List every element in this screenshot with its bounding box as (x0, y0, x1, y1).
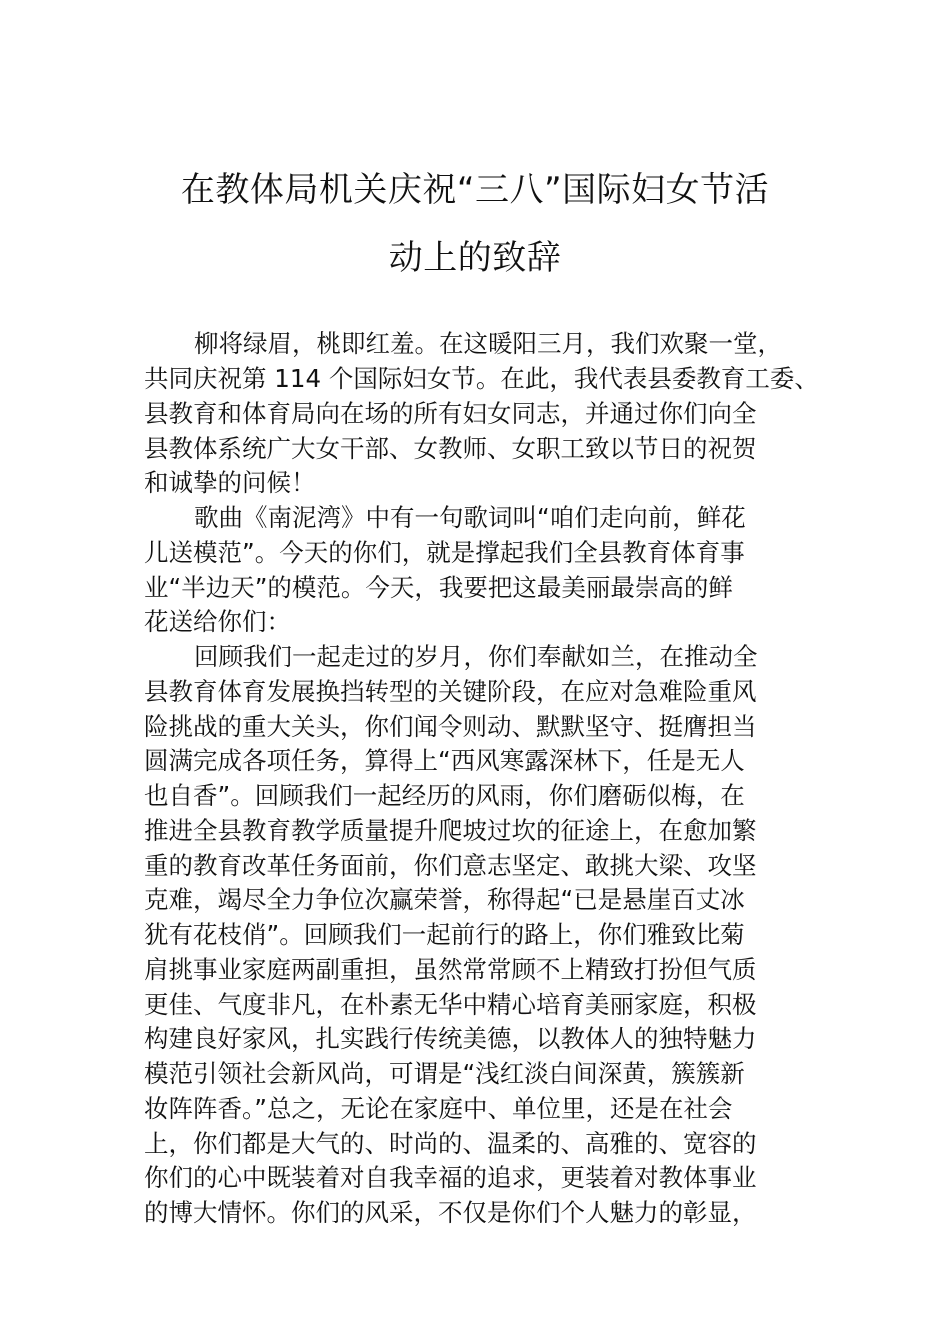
paragraph-3-line-8: 克难，竭尽全力争位次赢荣誉，称得起“已是悬崖百丈冰 (144, 885, 745, 914)
document-title-line-1: 在教体局机关庆祝“三八”国际妇女节活 (180, 170, 770, 210)
document-title-line-2: 动上的致辞 (388, 238, 562, 278)
paragraph-2-line-1: 歌曲《南泥湾》中有一句歌词叫“咱们走向前，鲜花 (194, 503, 746, 532)
paragraph-3-line-6: 推进全县教育教学质量提升爬坡过坎的征途上，在愈加繁 (144, 816, 757, 845)
paragraph-3-line-13: 模范引领社会新风尚，可谓是“浅红淡白间深黄，簇簇新 (144, 1059, 745, 1088)
paragraph-3-line-7: 重的教育改革任务面前，你们意志坚定、敢挑大梁、攻坚 (144, 851, 757, 880)
paragraph-2-line-4: 花送给你们： (144, 607, 291, 636)
paragraph-3-line-10: 肩挑事业家庭两副重担，虽然常常顾不上精致打扮但气质 (144, 955, 757, 984)
paragraph-1-line-4: 县教体系统广大女干部、女教师、女职工致以节日的祝贺 (144, 434, 757, 463)
paragraph-3-line-3: 险挑战的重大关头，你们闻令则动、默默坚守、挺膺担当 (144, 712, 757, 741)
paragraph-1-line-5: 和诚挚的问候！ (144, 468, 316, 497)
paragraph-3-line-11: 更佳、气度非凡，在朴素无华中精心培育美丽家庭，积极 (144, 990, 757, 1019)
paragraph-3-line-16: 你们的心中既装着对自我幸福的追求，更装着对教体事业 (144, 1163, 757, 1192)
paragraph-3-line-9: 犹有花枝俏”。回顾我们一起前行的路上，你们雅致比菊 (144, 920, 745, 949)
paragraph-3-line-15: 上，你们都是大气的、时尚的、温柔的、高雅的、宽容的 (144, 1129, 757, 1158)
paragraph-3-line-17: 的博大情怀。你们的风采，不仅是你们个人魅力的彰显， (144, 1198, 757, 1227)
paragraph-1-line-2: 共同庆祝第 114 个国际妇女节。在此，我代表县委教育工委、 (144, 364, 819, 393)
paragraph-3-line-1: 回顾我们一起走过的岁月，你们奉献如兰，在推动全 (194, 642, 758, 671)
paragraph-3-line-14: 妆阵阵香。”总之，无论在家庭中、单位里，还是在社会 (144, 1094, 733, 1123)
paragraph-1-line-1: 柳将绿眉，桃即红羞。在这暖阳三月，我们欢聚一堂， (194, 329, 782, 358)
paragraph-3-line-12: 构建良好家风，扎实践行传统美德，以教体人的独特魅力 (144, 1024, 757, 1053)
paragraph-1-line-3: 县教育和体育局向在场的所有妇女同志，并通过你们向全 (144, 399, 757, 428)
paragraph-2-line-3: 业“半边天”的模范。今天，我要把这最美丽最崇高的鲜 (144, 573, 733, 602)
paragraph-2-line-2: 儿送模范”。今天的你们，就是撑起我们全县教育体育事 (144, 538, 745, 567)
paragraph-3-line-5: 也自香”。回顾我们一起经历的风雨，你们磨砺似梅，在 (144, 781, 745, 810)
paragraph-3-line-4: 圆满完成各项任务，算得上“西风寒露深林下，任是无人 (144, 746, 745, 775)
paragraph-3-line-2: 县教育体育发展换挡转型的关键阶段，在应对急难险重风 (144, 677, 757, 706)
